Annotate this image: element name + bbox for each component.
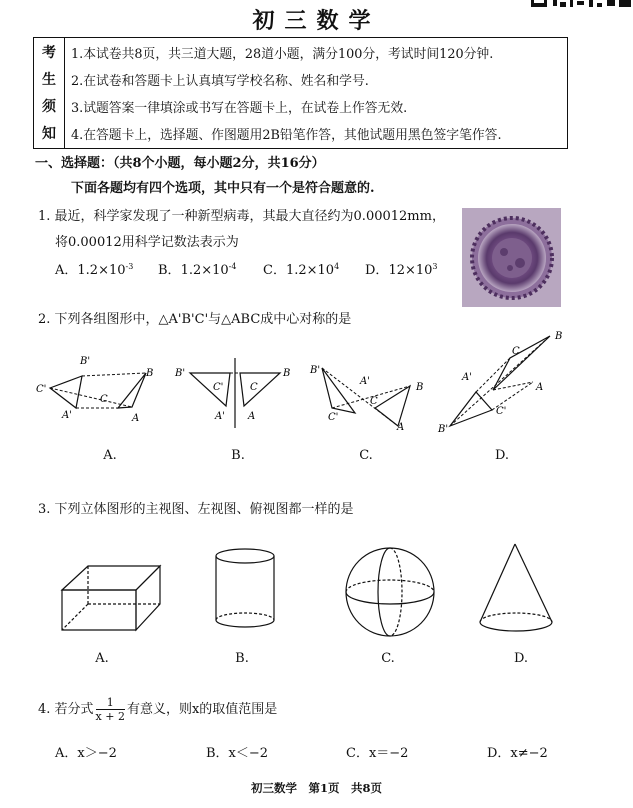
notes-label-column (34, 38, 65, 148)
label-a-prime: A' (62, 410, 72, 421)
q4-option-a: A．x＞−2 (55, 746, 117, 761)
svg-text:C': C' (328, 412, 339, 423)
q4-fraction: $\frac{1}{x + 2}$ (95, 696, 125, 723)
q4-option-c: C．x＝−2 (346, 746, 409, 761)
q2-figure-d (437, 331, 562, 435)
svg-text:A: A (536, 382, 544, 393)
notes-line: 3.试题答案一律填涂或书写在答题卡上，在试卷上作答无效. (71, 101, 408, 116)
q3-label-b: B. (235, 651, 249, 666)
svg-text:C': C' (496, 406, 507, 417)
svg-text:C': C' (213, 382, 224, 393)
q1-text-line1: 1. 最近，科学家发现了一种新型病毒，其最大直径约为0.00012mm， (38, 209, 445, 224)
q4-option-d: D．x≠−2 (487, 746, 548, 761)
q3-text: 3. 下列立体图形的主视图、左视图、俯视图都一样的是 (38, 502, 354, 517)
q2-figures (30, 328, 600, 438)
page-title: 初三数学 (252, 8, 381, 34)
q4-option-b: B．x＜−2 (206, 746, 269, 761)
svg-text:C: C (370, 396, 378, 407)
q2-label-c: C. (359, 448, 373, 463)
svg-text:C: C (512, 346, 520, 357)
svg-text:B: B (555, 331, 563, 342)
q1-text-line2: 将0.00012用科学记数法表示为 (55, 235, 239, 250)
svg-text:B': B' (310, 365, 321, 376)
q4-text: 4. 若分式 $\frac{1}{x + 2}$ 有意义，则x的取值范围是 (38, 696, 278, 723)
label-c-prime: C' (36, 384, 47, 395)
notes-line: 1.本试卷共8页，共三道大题，28道小题，满分100分，考试时间120分钟. (71, 47, 494, 62)
q1-option-b: B．$1.2\times 10^{-4}$ (158, 262, 237, 278)
q3-figure-sphere (346, 548, 434, 636)
q1-option-d: D．$12\times 10^3$ (365, 262, 438, 278)
notes-label-char: 知 (42, 126, 56, 142)
svg-text:A': A' (360, 376, 370, 387)
svg-text:B: B (416, 382, 424, 393)
q2-figure-b (174, 358, 290, 428)
virus-image (462, 208, 561, 307)
q3-figure-cylinder (216, 549, 274, 627)
label-b: B (146, 368, 154, 379)
q2-figure-c (309, 365, 423, 433)
q3-label-c: C. (381, 651, 395, 666)
svg-text:B': B' (175, 368, 186, 379)
section-heading: 一、选择题：（共8个小题，每小题2分，共16分） (35, 156, 325, 171)
notes-line: 4.在答题卡上，选择题、作图题用2B铅笔作答，其他试题用黑色签字笔作答. (71, 128, 502, 143)
svg-text:C: C (250, 382, 258, 393)
svg-text:B: B (283, 368, 291, 379)
svg-text:A: A (397, 422, 405, 433)
q2-label-b: B. (231, 448, 245, 463)
q2-label-a: A. (103, 448, 117, 463)
q1-option-a: A．$1.2\times 10^{-3}$ (55, 262, 134, 278)
q3-figures (50, 540, 570, 640)
section-instruction: 下面各题均有四个选项，其中只有一个是符合题意的. (71, 181, 375, 196)
notes-line: 2.在试卷和答题卡上认真填写学校名称、姓名和学号. (71, 74, 369, 89)
q3-label-a: A. (95, 651, 109, 666)
exam-notes-box (33, 37, 568, 149)
label-c: C (100, 394, 108, 405)
svg-text:B': B' (438, 424, 449, 435)
q3-label-d: D. (513, 651, 529, 666)
notes-label-char: 考 (42, 45, 56, 61)
q3-figure-cone (480, 544, 552, 631)
notes-label-char: 须 (42, 99, 56, 115)
label-b-prime: B' (80, 356, 91, 367)
notes-label-char: 生 (42, 72, 56, 88)
svg-text:A': A' (462, 372, 472, 383)
label-a: A (132, 413, 140, 424)
page-footer: 初三数学 第1页 共8页 (250, 781, 382, 795)
q2-label-d: D. (494, 448, 510, 463)
q2-figure-a (36, 356, 153, 424)
svg-text:A': A' (215, 411, 225, 422)
svg-text:A: A (248, 411, 256, 422)
q2-text: 2. 下列各组图形中，△A'B'C'与△ABC成中心对称的是 (38, 312, 352, 327)
q1-option-c: C．$1.2\times 10^4$ (263, 262, 340, 278)
q3-figure-cuboid (62, 566, 160, 630)
